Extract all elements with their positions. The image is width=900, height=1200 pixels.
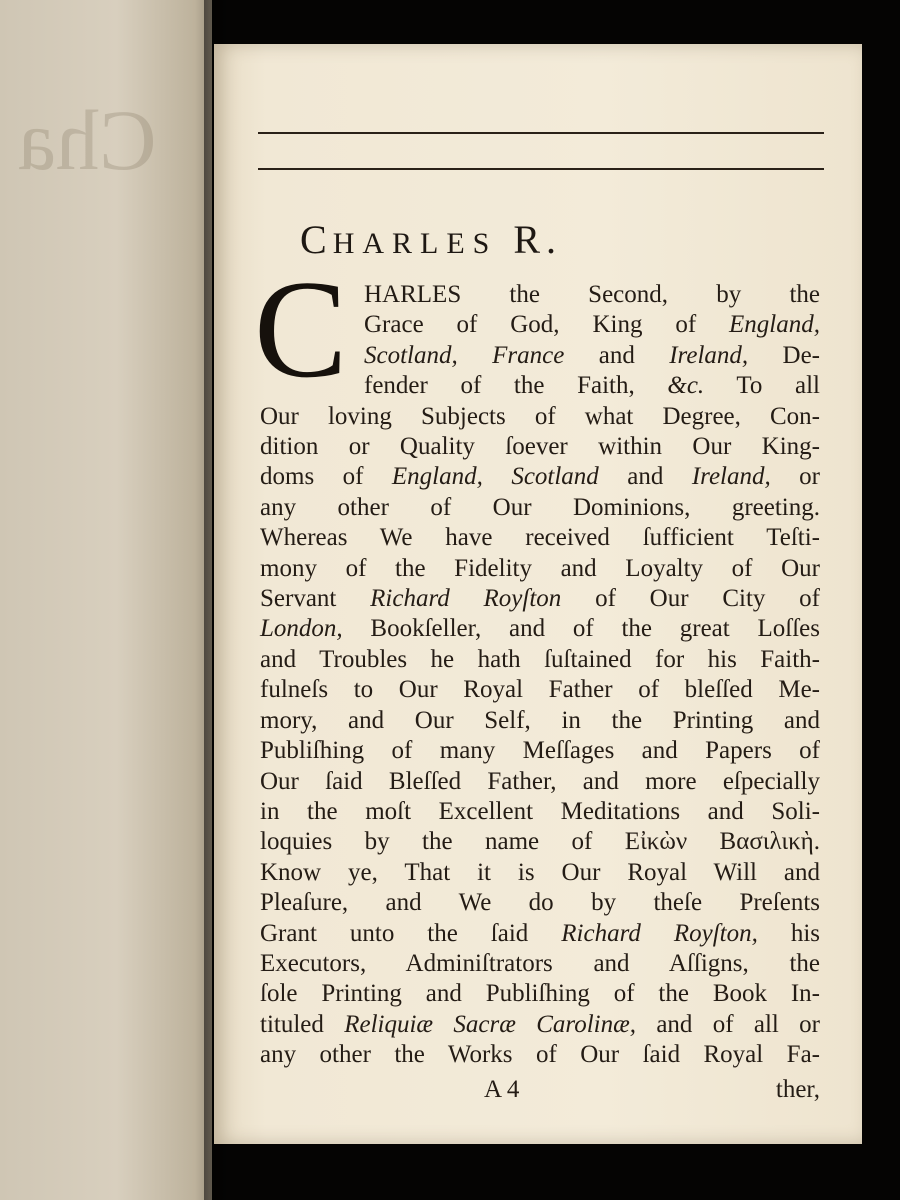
heading-small-caps: HARLES [332, 227, 498, 260]
text-line [260, 371, 820, 401]
body-text [260, 280, 820, 1071]
text-line [260, 1040, 820, 1070]
text-line [260, 919, 820, 949]
text-line [260, 979, 820, 1009]
text-line [260, 614, 820, 644]
italic-run: Scotland [511, 463, 599, 491]
text-line [260, 432, 820, 462]
catchword: ther, [775, 1076, 820, 1103]
text-run [483, 463, 511, 490]
italic-run: England, [391, 463, 483, 491]
text-line [260, 462, 820, 492]
text-line [260, 493, 820, 523]
text-run: in the moſt Excellent Meditations and Soli- [260, 797, 820, 825]
text-run: Servant [260, 585, 371, 613]
heading-initial: C [300, 217, 333, 262]
text-run: Pleaſure, and We do by theſe Preſents [260, 889, 820, 917]
text-line [260, 584, 820, 614]
text-run: HARLES the Second, by the [364, 281, 820, 308]
text-run: Know ye, That it is Our Royal Will and [260, 858, 820, 886]
second-rule [258, 168, 824, 170]
text-run: and [564, 341, 670, 369]
text-run: Grace of God, King of [364, 311, 730, 339]
italic-run: &c. [667, 372, 705, 400]
text-line [260, 858, 820, 888]
text-run: loquies by the name of Εἰκὼν Βασιλικὴ. [260, 828, 820, 856]
text-run: and [598, 463, 692, 491]
text-line [260, 675, 820, 705]
text-line [260, 1010, 820, 1040]
italic-run: Richard Royſton, [561, 919, 758, 947]
text-line [260, 310, 820, 340]
italic-run: England, [729, 311, 820, 339]
text-run: ſole Printing and Publiſhing of the Book In- [260, 980, 820, 1008]
italic-run: Richard Royſton [370, 585, 562, 613]
text-run: Publiſhing of many Meſſages and Papers of [260, 737, 820, 765]
text-run: and of all or [636, 1010, 821, 1038]
text-run: De- [748, 341, 820, 369]
text-run: fulneſs to Our Royal Father of bleſſed Me- [260, 676, 820, 704]
italic-run: Reliquiæ Sacræ Carolinæ, [344, 1010, 637, 1038]
italic-run: Scotland, [364, 341, 458, 369]
text-line [260, 827, 820, 857]
text-line [260, 736, 820, 766]
text-run: and Troubles he hath ſuſtained for his Faith- [260, 645, 820, 673]
heading-rex: R. [513, 217, 563, 262]
text-run: Our loving Subjects of what Degree, Con- [260, 402, 820, 430]
text-line [260, 341, 820, 371]
drop-cap: C [254, 252, 348, 407]
text-run: dition or Quality ſoever within Our King- [260, 433, 820, 461]
text-run: doms of [260, 463, 392, 491]
text-run: his [757, 919, 820, 947]
italic-run: France [492, 341, 565, 369]
signature-mark: A 4 [484, 1076, 520, 1103]
right-page [214, 44, 862, 1144]
text-line [260, 523, 820, 553]
text-run: Bookſeller, and of the great Loſſes [342, 615, 820, 643]
text-run: or [770, 463, 821, 491]
text-line [260, 645, 820, 675]
bleed-through-text: Cha [18, 92, 157, 188]
text-run [458, 342, 492, 369]
text-run: To all [704, 372, 820, 400]
text-run: of Our City of [561, 585, 820, 613]
text-line [260, 402, 820, 432]
top-rule [258, 132, 824, 134]
text-run: Our ſaid Bleſſed Father, and more eſpecially [260, 767, 820, 795]
text-run: mony of the Fidelity and Loyalty of Our [260, 554, 820, 582]
text-run: fender of the Faith, [364, 372, 668, 400]
text-run: mory, and Our Self, in the Printing and [260, 706, 820, 734]
text-line [260, 797, 820, 827]
text-line [260, 706, 820, 736]
text-run: tituled [260, 1010, 345, 1038]
italic-run: Ireland, [691, 463, 771, 491]
text-run: Grant unto the ſaid [260, 919, 562, 947]
text-run: Whereas We have received ſufficient Teſti- [260, 524, 820, 552]
page-footer [260, 1076, 820, 1106]
text-line [260, 554, 820, 584]
text-line [260, 767, 820, 797]
italic-run: Ireland, [669, 341, 749, 369]
text-run: any other of Our Dominions, greeting. [260, 493, 820, 521]
text-line [260, 888, 820, 918]
text-run: Executors, Adminiſtrators and Aſſigns, the [260, 949, 820, 977]
text-line [260, 949, 820, 979]
italic-run: London, [260, 615, 343, 643]
text-line [260, 280, 820, 310]
left-page [0, 0, 212, 1200]
text-run: any other the Works of Our ſaid Royal Fa- [260, 1041, 820, 1069]
